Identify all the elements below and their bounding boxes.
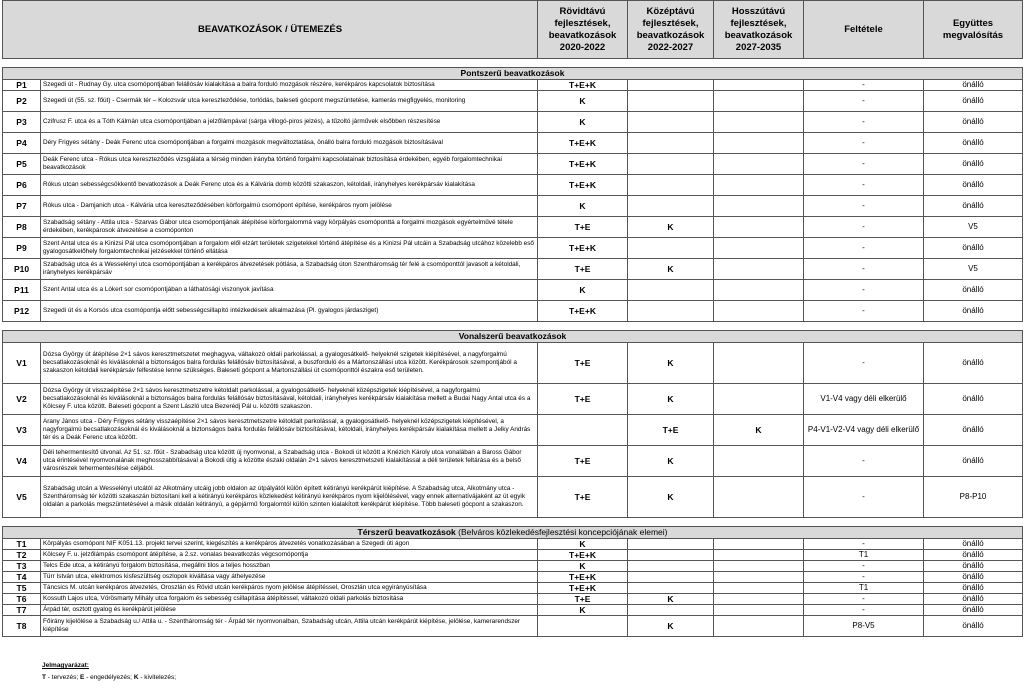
- row-joint-implementation: önálló: [924, 91, 1023, 112]
- row-id: P6: [3, 175, 41, 196]
- row-short-term: T+E+K: [538, 550, 628, 561]
- row-mid-term: K: [628, 217, 714, 238]
- row-description: Szabadság utcán a Wesselényi utcától az Alkotmány utcáig jobb oldalon az útpályától külön épített kétirányú kerékpárút kiépítése. A Szabadság utca, Alkotmány utca - Szentháromság tér közötti szakaszán biztosítani kell a kétirányú kerékpáros közlekedést kétirányú kerékpáros nyom kijelölésével, vagy ennek alternatívájaként az út egyik oldalán a parkolás megszüntetésével a másik oldalán kétirányú, a gépjármű forgalomtól külön szinten kialakított kerékpárút kiépítése. Több baleseti gócpont a szakaszon.: [41, 477, 538, 518]
- row-long-term: [714, 616, 804, 637]
- table-row: [3, 343, 1023, 384]
- section-title: [3, 68, 1023, 80]
- header-line: Rövidtávú: [559, 5, 606, 17]
- row-joint-implementation: önálló: [924, 154, 1023, 175]
- row-description: Dózsa György út átépítése 2×1 sávos keresztmetszetet meghagyva, váltakozó oldali parkolással, a gyalogosátkelő- helyeknél szigetek kiépítésével, a nagyforgalmú becsatlakozásoknál és kiválásoknál a biztonságos balra fordulás felállósáv biztosításával, a buszforduló és a Mártonszállási utca között. Kerékpárosok szempontjából a szakaszon kétoldali kerékpársáv felfestése lenne szükséges. Baleseti gócpont a Martonszállási út csomóponttól északra eső területen.: [41, 343, 538, 384]
- row-short-term: K: [538, 196, 628, 217]
- header-joint-implementation: [924, 1, 1023, 59]
- row-id: P12: [3, 301, 41, 322]
- section-title-text: Pontszerű beavatkozások: [460, 68, 565, 79]
- table-row: [3, 539, 1023, 550]
- header-line: fejlesztések,: [730, 17, 787, 29]
- table-row: [3, 238, 1023, 259]
- header-line: beavatkozások: [548, 29, 617, 41]
- row-description: Árpád tér, osztott gyalog és kerékpárút jelölése: [41, 605, 538, 616]
- row-mid-term: K: [628, 446, 714, 477]
- row-mid-term: [628, 238, 714, 259]
- table-row: [3, 605, 1023, 616]
- row-id: T2: [3, 550, 41, 561]
- table-row: [3, 112, 1023, 133]
- row-mid-term: [628, 572, 714, 583]
- row-id: T1: [3, 539, 41, 550]
- row-mid-term: [628, 583, 714, 594]
- row-short-term: T+E+K: [538, 238, 628, 259]
- row-joint-implementation: V5: [924, 217, 1023, 238]
- table-row: [3, 80, 1023, 91]
- row-id: P5: [3, 154, 41, 175]
- row-joint-implementation: önálló: [924, 583, 1023, 594]
- table-row: [3, 175, 1023, 196]
- row-id: P10: [3, 259, 41, 280]
- spacer-row: [3, 518, 1023, 527]
- row-description: Türr István utca, elektromos kisfeszültség oszlopok kiváltása vagy áthelyezése: [41, 572, 538, 583]
- row-short-term: T+E+K: [538, 133, 628, 154]
- table-row: [3, 594, 1023, 605]
- legend-items: T - tervezés; E - engedélyezés; K - kivitelezés;: [42, 674, 177, 681]
- row-short-term: T+E: [538, 446, 628, 477]
- row-mid-term: [628, 175, 714, 196]
- row-joint-implementation: önálló: [924, 616, 1023, 637]
- section-title: [3, 527, 1023, 539]
- row-mid-term: [628, 112, 714, 133]
- row-description: Körpályás csomópont NIF K051.13. projekt tervei szerint, kiegészítés a kerékpáros átvezetés vonatkozásában a Szegedi úti ágon: [41, 539, 538, 550]
- row-condition: -: [804, 539, 924, 550]
- row-description: Főirány kijelölése a Szabadság u./ Attila u. - Szentháromság tér - Árpád tér nyomvonalban, Szabadság utcán, Attila utcán kerékpárút kiépítése, jelölése, kamerarendszer kiépítése: [41, 616, 538, 637]
- header-line: 2022-2027: [647, 41, 694, 53]
- row-id: P11: [3, 280, 41, 301]
- row-id: V4: [3, 446, 41, 477]
- table-row: [3, 561, 1023, 572]
- row-mid-term: [628, 91, 714, 112]
- row-id: P2: [3, 91, 41, 112]
- header-line: Középtávú: [646, 5, 695, 17]
- row-long-term: [714, 175, 804, 196]
- intervention-table: [2, 0, 1023, 637]
- table-row: [3, 572, 1023, 583]
- table-row: [3, 196, 1023, 217]
- row-condition: -: [804, 133, 924, 154]
- row-short-term: [538, 415, 628, 446]
- row-long-term: [714, 80, 804, 91]
- table-row: [3, 477, 1023, 518]
- row-id: P4: [3, 133, 41, 154]
- row-joint-implementation: önálló: [924, 539, 1023, 550]
- row-mid-term: K: [628, 616, 714, 637]
- header-line: beavatkozások: [724, 29, 793, 41]
- row-joint-implementation: önálló: [924, 384, 1023, 415]
- row-long-term: K: [714, 415, 804, 446]
- header-short-term: [538, 1, 628, 59]
- row-short-term: K: [538, 605, 628, 616]
- row-condition: -: [804, 280, 924, 301]
- row-description: Déli tehermentesítő útvonal. Az 51. sz. főút - Szabadság utca között új nyomvonal, a Szabadság utca - Bokodi út között a Knézich Károly utca vonalában a Baross Gábor utca érintésével nyomvonalának meghosszabbításával a Bokodi útig a közötte északi oldalán 2×1 sávos keresztmetszeti kialakítással a déli területek feltárása és a belső városrészek tehermentesítése céljából.: [41, 446, 538, 477]
- section-header-row: [3, 527, 1023, 539]
- row-long-term: [714, 91, 804, 112]
- row-description: Dózsa György út visszaépítése 2×1 sávos keresztmetszetre kétoldalt parkolással, a gyalogosátkelő- helyeknél középszigetek kiépítésével, a nagyforgalmú becsatlakozásoknál és kiválásoknál a biztonságos balra fordulás felállósáv biztosításával, kétoldali, irányhelyes kerékpársáv kialakítása mellett a Budai Nagy Antal utca és a Kölcsey F. utca között. Baleseti gócpont a Szent László utca Bezerédj Pál u. közötti szakaszon.: [41, 384, 538, 415]
- row-description: Táncsics M. utcán kerékpáros átvezetés, Oroszlán és Rövid utcán kerékpáros nyom jelölése átépítéssel, Oroszlán utca egyirányúsítása: [41, 583, 538, 594]
- row-description: Rókus utcan sebességcsökkentő bevatkozások a Deák Ferenc utca és a Kálvária domb közötti szakaszon, kétoldali, irányhelyes kerékpársáv kialakítása: [41, 175, 538, 196]
- row-id: T8: [3, 616, 41, 637]
- row-short-term: K: [538, 91, 628, 112]
- row-condition: -: [804, 477, 924, 518]
- row-id: P1: [3, 80, 41, 91]
- row-mid-term: K: [628, 259, 714, 280]
- table-row: [3, 583, 1023, 594]
- row-description: Deák Ferenc utca - Rókus utca kereszteződés vizsgálata a térség minden irányba történő forgalmi kapcsolatainak biztosítása érdekében, egyéb forgalomtechnikai beavatkozások: [41, 154, 538, 175]
- row-joint-implementation: önálló: [924, 550, 1023, 561]
- row-id: T6: [3, 594, 41, 605]
- row-short-term: T+E: [538, 217, 628, 238]
- row-description: Szent Antal utca és a Lókert sor csomópontjában a láthatósági viszonyok javítása: [41, 280, 538, 301]
- row-mid-term: K: [628, 477, 714, 518]
- section-subtitle: (Belváros közlekedésfejlesztési koncepciójának elemei): [458, 527, 668, 538]
- header-condition: Feltétele: [804, 1, 924, 59]
- table-row: [3, 384, 1023, 415]
- row-joint-implementation: önálló: [924, 446, 1023, 477]
- row-condition: -: [804, 238, 924, 259]
- row-short-term: T+E: [538, 259, 628, 280]
- row-mid-term: [628, 80, 714, 91]
- header-line: fejlesztések,: [642, 17, 699, 29]
- row-id: V2: [3, 384, 41, 415]
- row-long-term: [714, 301, 804, 322]
- header-line: 2027-2035: [735, 41, 782, 53]
- table-row: [3, 550, 1023, 561]
- legend: [42, 660, 176, 684]
- table-row: [3, 217, 1023, 238]
- row-condition: T1: [804, 550, 924, 561]
- row-condition: -: [804, 259, 924, 280]
- row-mid-term: [628, 539, 714, 550]
- table-row: [3, 133, 1023, 154]
- row-joint-implementation: önálló: [924, 80, 1023, 91]
- row-description: Telcs Ede utca, a kétirányú forgalom biztosítása, megállni tilos a teljes hosszban: [41, 561, 538, 572]
- row-short-term: T+E: [538, 343, 628, 384]
- row-joint-implementation: önálló: [924, 280, 1023, 301]
- row-description: Arany János utca - Déry Frigyes sétány visszaépítése 2×1 sávos keresztmetszetre kétoldalt parkolással, a gyalogosátkelő- helyeknél középszigetek kiépítésével, a nagyforgalmú becsatlakozásoknál és kiválásoknál a biztonságos balra fordulás felállósáv biztosításával, kétoldali, irányhelyes kerékpársáv kialakítása mellett a Jelky András tér és a Deák Ferenc utca között.: [41, 415, 538, 446]
- table-row: [3, 259, 1023, 280]
- row-long-term: [714, 112, 804, 133]
- row-joint-implementation: önálló: [924, 112, 1023, 133]
- row-condition: -: [804, 91, 924, 112]
- row-description: Rókus utca - Damjanich utca - Kálvária utca kereszteződésében körforgalmú csomópont építése, kerékpáros nyom jelölése: [41, 196, 538, 217]
- spacer-row: [3, 59, 1023, 68]
- row-mid-term: [628, 280, 714, 301]
- row-joint-implementation: önálló: [924, 175, 1023, 196]
- row-joint-implementation: önálló: [924, 133, 1023, 154]
- header-long-term: [714, 1, 804, 59]
- row-joint-implementation: V5: [924, 259, 1023, 280]
- header-interventions: BEAVATKOZÁSOK / ÜTEMEZÉS: [3, 1, 538, 59]
- row-joint-implementation: önálló: [924, 301, 1023, 322]
- row-condition: -: [804, 175, 924, 196]
- row-mid-term: [628, 196, 714, 217]
- row-condition: -: [804, 343, 924, 384]
- legend-title: Jelmagyarázat:: [42, 662, 89, 669]
- row-mid-term: [628, 133, 714, 154]
- row-id: T3: [3, 561, 41, 572]
- spacer-cell: [3, 59, 1023, 68]
- row-description: Szegedi út és a Korsós utca csomópontja előtt sebességcsillapító intézkedések alkalmazása (Pl. gyalogos járdasziget): [41, 301, 538, 322]
- row-short-term: T+E: [538, 594, 628, 605]
- row-mid-term: [628, 605, 714, 616]
- spacer-cell: [3, 322, 1023, 331]
- row-joint-implementation: önálló: [924, 196, 1023, 217]
- row-condition: -: [804, 80, 924, 91]
- row-long-term: [714, 572, 804, 583]
- row-description: Déry Frigyes sétány - Deák Ferenc utca csomópontjában a forgalmi mozgások megváltoztatása, önálló balra forduló mozgások biztosításával: [41, 133, 538, 154]
- row-long-term: [714, 133, 804, 154]
- row-short-term: K: [538, 280, 628, 301]
- row-description: Szegedi út (55. sz. főút) - Csermák tér – Kolozsvár utca kereszteződése, torlódás, baleseti gócpont megszüntetése, kamerás megfigyelés, monitoring: [41, 91, 538, 112]
- row-condition: -: [804, 154, 924, 175]
- row-condition: -: [804, 561, 924, 572]
- row-long-term: [714, 446, 804, 477]
- row-condition: -: [804, 301, 924, 322]
- row-mid-term: K: [628, 343, 714, 384]
- row-mid-term: T+E: [628, 415, 714, 446]
- row-description: Szent Antal utca és a Kinizsi Pál utca csomópontjában a forgalom elől elzárt területek szigetekkel történő átépítése és a Kinizsi Pál utcáin a Szabadság utcához közelebb eső gyalogosátkelőhely forgalomtechnikai jelzésekkel történő ellátása: [41, 238, 538, 259]
- spacer-row: [3, 322, 1023, 331]
- header-line: fejlesztések,: [554, 17, 611, 29]
- table-row: [3, 154, 1023, 175]
- row-long-term: [714, 539, 804, 550]
- row-long-term: [714, 259, 804, 280]
- row-mid-term: K: [628, 594, 714, 605]
- section-title-text: Vonalszerű beavatkozások: [458, 331, 567, 342]
- row-long-term: [714, 384, 804, 415]
- row-mid-term: K: [628, 384, 714, 415]
- row-condition: V1-V4 vagy déli elkerülő: [804, 384, 924, 415]
- row-condition: -: [804, 605, 924, 616]
- row-long-term: [714, 605, 804, 616]
- row-short-term: T+E+K: [538, 301, 628, 322]
- row-joint-implementation: P8-P10: [924, 477, 1023, 518]
- row-joint-implementation: önálló: [924, 561, 1023, 572]
- header-line: 2020-2022: [559, 41, 606, 53]
- row-description: Szabadság sétány - Attila utca - Szarvas Gábor utca csomópontjának átépítése körforgalommá vagy körpályás csomóponttá a forgalmi mozgások egyértelművé tétele érdekében, kerékpárosok átvezetése a csomóponton: [41, 217, 538, 238]
- header-line: megvalósítás: [942, 29, 1004, 41]
- row-long-term: [714, 343, 804, 384]
- header-line: Hosszútávú: [731, 5, 786, 17]
- row-long-term: [714, 561, 804, 572]
- row-long-term: [714, 238, 804, 259]
- row-description: Szabadság utca és a Wesselényi utca csomópontjában a kerékpáros átvezetések pótlása, a Szabadság úton Szentháromság tér felé a csomóponttól javasolt a kétoldali, irányhelyes kerékpársáv: [41, 259, 538, 280]
- header-line: Együttes: [952, 17, 994, 29]
- table-row: [3, 280, 1023, 301]
- row-joint-implementation: önálló: [924, 238, 1023, 259]
- row-id: V1: [3, 343, 41, 384]
- row-condition: P4-V1-V2-V4 vagy déli elkerülő: [804, 415, 924, 446]
- row-joint-implementation: önálló: [924, 343, 1023, 384]
- table-row: [3, 415, 1023, 446]
- row-short-term: T+E+K: [538, 572, 628, 583]
- row-condition: -: [804, 594, 924, 605]
- section-header-row: [3, 331, 1023, 343]
- row-description: Kölcsey F. u. jelzőlámpás csomópont átépítése, a 2.sz. vonalas beavatkozás végcsomópontja: [41, 550, 538, 561]
- row-joint-implementation: önálló: [924, 594, 1023, 605]
- header-row: [3, 1, 1023, 59]
- row-mid-term: [628, 561, 714, 572]
- section-title-text: Térszerű beavatkozások: [357, 527, 456, 538]
- row-joint-implementation: önálló: [924, 605, 1023, 616]
- row-mid-term: [628, 154, 714, 175]
- row-description: Szegedi út - Rudnay Gy. utca csomópontjában felállósáv kialakítása a balra forduló mozgások részére, kerékpáros kapcsolatok biztosítása: [41, 80, 538, 91]
- row-short-term: T+E: [538, 477, 628, 518]
- table-row: [3, 301, 1023, 322]
- row-long-term: [714, 583, 804, 594]
- row-short-term: T+E+K: [538, 175, 628, 196]
- row-id: P8: [3, 217, 41, 238]
- row-mid-term: [628, 550, 714, 561]
- row-id: T5: [3, 583, 41, 594]
- spacer-cell: [3, 518, 1023, 527]
- row-long-term: [714, 477, 804, 518]
- table-row: [3, 446, 1023, 477]
- table-row: [3, 91, 1023, 112]
- row-id: P3: [3, 112, 41, 133]
- row-long-term: [714, 280, 804, 301]
- row-mid-term: [628, 301, 714, 322]
- row-long-term: [714, 196, 804, 217]
- row-long-term: [714, 217, 804, 238]
- row-short-term: T+E+K: [538, 154, 628, 175]
- row-condition: -: [804, 196, 924, 217]
- row-short-term: T+E+K: [538, 583, 628, 594]
- row-id: P7: [3, 196, 41, 217]
- section-title: [3, 331, 1023, 343]
- header-line: beavatkozások: [636, 29, 705, 41]
- row-condition: -: [804, 446, 924, 477]
- row-id: T7: [3, 605, 41, 616]
- header-mid-term: [628, 1, 714, 59]
- row-condition: T1: [804, 583, 924, 594]
- table-row: [3, 616, 1023, 637]
- row-condition: -: [804, 572, 924, 583]
- row-long-term: [714, 154, 804, 175]
- row-condition: -: [804, 112, 924, 133]
- section-header-row: [3, 68, 1023, 80]
- row-id: V5: [3, 477, 41, 518]
- row-id: T4: [3, 572, 41, 583]
- row-long-term: [714, 550, 804, 561]
- row-short-term: K: [538, 561, 628, 572]
- row-short-term: [538, 616, 628, 637]
- row-short-term: T+E: [538, 384, 628, 415]
- row-condition: -: [804, 217, 924, 238]
- row-short-term: T+E+K: [538, 80, 628, 91]
- row-id: P9: [3, 238, 41, 259]
- row-id: V3: [3, 415, 41, 446]
- row-description: Czifrusz F. utca és a Tóth Kálmán utca csomópontjában a jelzőlámpával (sárga villogó-piros jelzés), a tűzoltó járművek elsőbben részesítése: [41, 112, 538, 133]
- row-description: Kossuth Lajos utca, Vörösmarty Mihály utca forgalom és sebesség csillapítása átépítéssel, váltakozó oldali parkolás biztosítása: [41, 594, 538, 605]
- row-short-term: K: [538, 539, 628, 550]
- row-condition: P8-V5: [804, 616, 924, 637]
- row-long-term: [714, 594, 804, 605]
- row-short-term: K: [538, 112, 628, 133]
- row-joint-implementation: önálló: [924, 572, 1023, 583]
- row-joint-implementation: önálló: [924, 415, 1023, 446]
